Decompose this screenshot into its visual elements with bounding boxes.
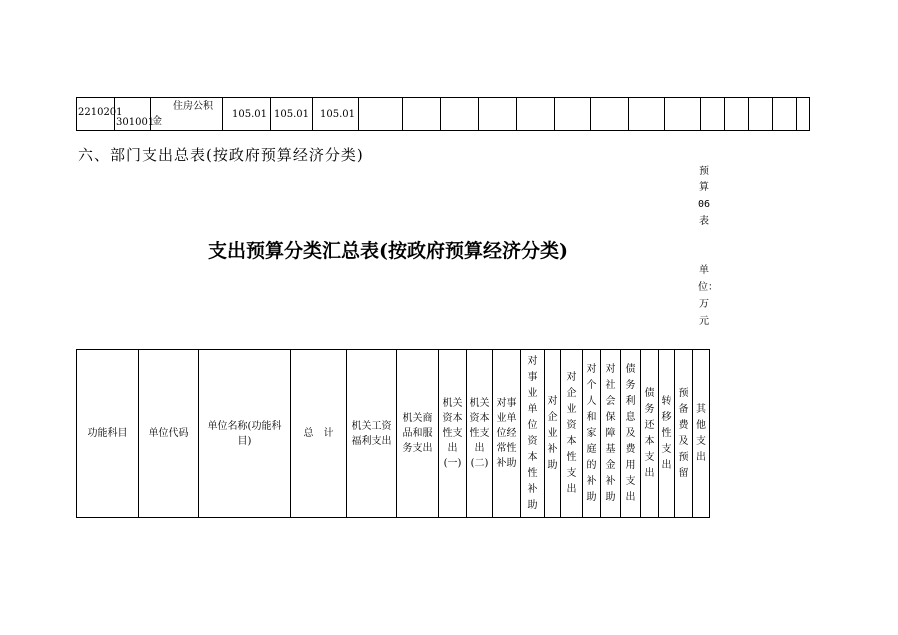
column-header: 对个人和家庭的补助 xyxy=(583,350,601,517)
cell-empty xyxy=(629,98,665,130)
cell-empty xyxy=(749,98,773,130)
cell-empty xyxy=(479,98,517,130)
cell-unit-code xyxy=(115,98,155,130)
top-data-row xyxy=(76,97,810,131)
cell-empty xyxy=(591,98,629,130)
table-id-suffix: 表 xyxy=(699,216,709,227)
cell-empty xyxy=(517,98,555,130)
unit-code: 301001 xyxy=(116,117,155,128)
column-header: 单位名称(功能科目) xyxy=(199,350,291,517)
header-table xyxy=(76,349,710,518)
column-header: 对事业单位资本性补助 xyxy=(521,350,545,517)
table-id xyxy=(696,164,712,230)
value-1: 105.01 xyxy=(232,109,267,120)
cell-empty xyxy=(359,98,403,130)
column-header: 对事业单位经常性补助 xyxy=(493,350,521,517)
column-header: 对企业资本性支出 xyxy=(561,350,583,517)
column-header: 对企业补助 xyxy=(545,350,561,517)
column-header: 对社会保障基金补助 xyxy=(601,350,621,517)
column-header: 转移性支出 xyxy=(659,350,675,517)
cell-empty xyxy=(403,98,441,130)
cell-empty xyxy=(773,98,797,130)
cell-empty xyxy=(701,98,725,130)
cell-value-2 xyxy=(271,98,313,130)
cell-code xyxy=(77,98,123,130)
item-name: 住房公积金 xyxy=(152,101,213,127)
unit-label xyxy=(696,262,718,330)
cell-empty xyxy=(441,98,479,130)
column-header: 预备费及预留 xyxy=(675,350,693,517)
column-header: 机关资本性支出(一) xyxy=(439,350,467,517)
section-title: 六、部门支出总表(按政府预算经济分类) xyxy=(78,146,364,164)
column-header: 机关商品和服务支出 xyxy=(397,350,439,517)
column-header: 机关工资福利支出 xyxy=(347,350,397,517)
table-id-prefix: 预算 xyxy=(699,166,709,193)
cell-name xyxy=(151,98,223,130)
cell-empty xyxy=(665,98,701,130)
column-header: 债务利息及费用支出 xyxy=(621,350,641,517)
unit-label-text: 单位：万元 xyxy=(698,265,718,327)
column-header: 其他支出 xyxy=(696,403,706,463)
cell-empty xyxy=(555,98,591,130)
column-header: 功能科目 xyxy=(77,350,139,517)
cell-value-3 xyxy=(313,98,359,130)
cell-value-1 xyxy=(223,98,271,130)
cell-empty xyxy=(725,98,749,130)
table-id-number: 06 xyxy=(697,199,711,210)
column-header: 债务还本支出 xyxy=(641,350,659,517)
function-code: 2210201 xyxy=(78,107,123,118)
value-2: 105.01 xyxy=(274,109,309,120)
column-header: 单位代码 xyxy=(139,350,199,517)
main-title: 支出预算分类汇总表(按政府预算经济分类) xyxy=(208,240,568,262)
column-header: 机关资本性支出(二) xyxy=(467,350,493,517)
column-header: 总 计 xyxy=(291,350,347,517)
value-3: 105.01 xyxy=(320,109,355,120)
